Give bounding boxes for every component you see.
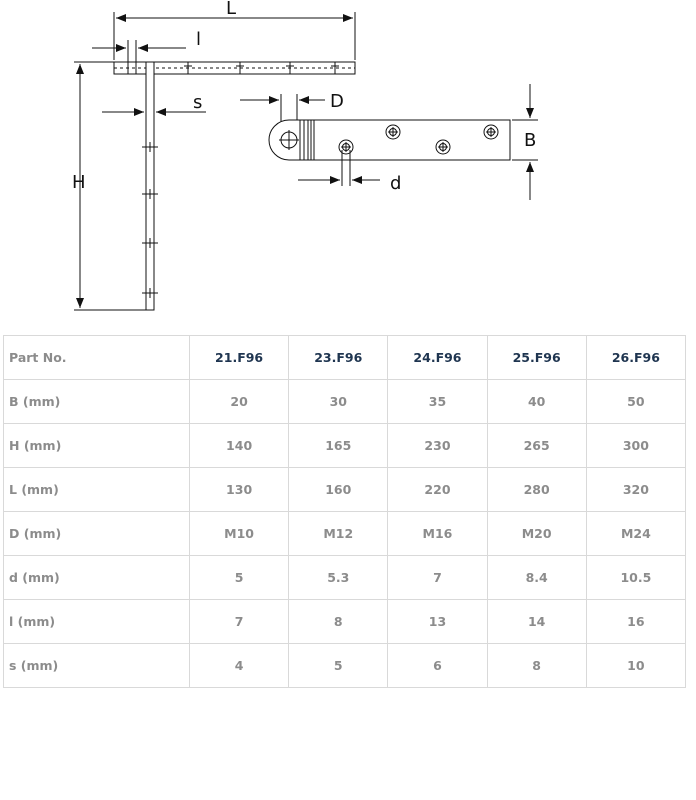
technical-drawing: [0, 0, 696, 330]
table-cell: 40: [487, 380, 586, 424]
table-cell: 8.4: [487, 556, 586, 600]
table-cell: 16: [586, 600, 685, 644]
table-cell: 230: [388, 424, 487, 468]
table-cell: M20: [487, 512, 586, 556]
table-row: [4, 512, 686, 556]
table-cell: 5.3: [289, 556, 388, 600]
part-number: 26.F96: [586, 336, 685, 380]
part-number: 25.F96: [487, 336, 586, 380]
table-cell: 35: [388, 380, 487, 424]
dimension-label-B: B: [524, 130, 537, 151]
row-label: d (mm): [4, 556, 190, 600]
table-cell: 265: [487, 424, 586, 468]
part-number: 23.F96: [289, 336, 388, 380]
table-cell: 7: [388, 556, 487, 600]
row-label: B (mm): [4, 380, 190, 424]
dimension-label-H: H: [72, 172, 86, 193]
part-number: 21.F96: [190, 336, 289, 380]
table-cell: 280: [487, 468, 586, 512]
table-cell: 10.5: [586, 556, 685, 600]
table-cell: 140: [190, 424, 289, 468]
table-row: [4, 556, 686, 600]
table-cell: 160: [289, 468, 388, 512]
table-cell: 300: [586, 424, 685, 468]
table-cell: M12: [289, 512, 388, 556]
table-cell: M16: [388, 512, 487, 556]
table-cell: M24: [586, 512, 685, 556]
table-cell: 14: [487, 600, 586, 644]
table-cell: 6: [388, 644, 487, 688]
table-cell: 220: [388, 468, 487, 512]
table-cell: 5: [289, 644, 388, 688]
row-label: D (mm): [4, 512, 190, 556]
table-row: [4, 424, 686, 468]
dimension-L: [114, 12, 355, 60]
table-cell: 30: [289, 380, 388, 424]
vertical-leaf: [146, 62, 154, 310]
table-row: [4, 380, 686, 424]
dimension-label-s: s: [193, 92, 203, 113]
table-cell: 5: [190, 556, 289, 600]
table-cell: 10: [586, 644, 685, 688]
dimension-label-d: d: [390, 173, 402, 194]
table-row: [4, 600, 686, 644]
table-cell: 50: [586, 380, 685, 424]
table-cell: 8: [487, 644, 586, 688]
row-label: s (mm): [4, 644, 190, 688]
table-cell: 165: [289, 424, 388, 468]
row-label: l (mm): [4, 600, 190, 644]
table-row: [4, 468, 686, 512]
dimension-label-L: L: [226, 0, 237, 19]
dimension-label-l: l: [196, 29, 202, 50]
spec-table: [3, 335, 686, 688]
table-cell: 7: [190, 600, 289, 644]
dimension-label-D: D: [330, 91, 344, 112]
table-cell: 4: [190, 644, 289, 688]
table-cell: 8: [289, 600, 388, 644]
table-header-row: [4, 336, 686, 380]
row-label: H (mm): [4, 424, 190, 468]
row-label: L (mm): [4, 468, 190, 512]
header-label: Part No.: [4, 336, 190, 380]
part-number: 24.F96: [388, 336, 487, 380]
table-cell: 130: [190, 468, 289, 512]
table-cell: 20: [190, 380, 289, 424]
table-cell: 320: [586, 468, 685, 512]
table-row: [4, 644, 686, 688]
table-cell: M10: [190, 512, 289, 556]
table-cell: 13: [388, 600, 487, 644]
